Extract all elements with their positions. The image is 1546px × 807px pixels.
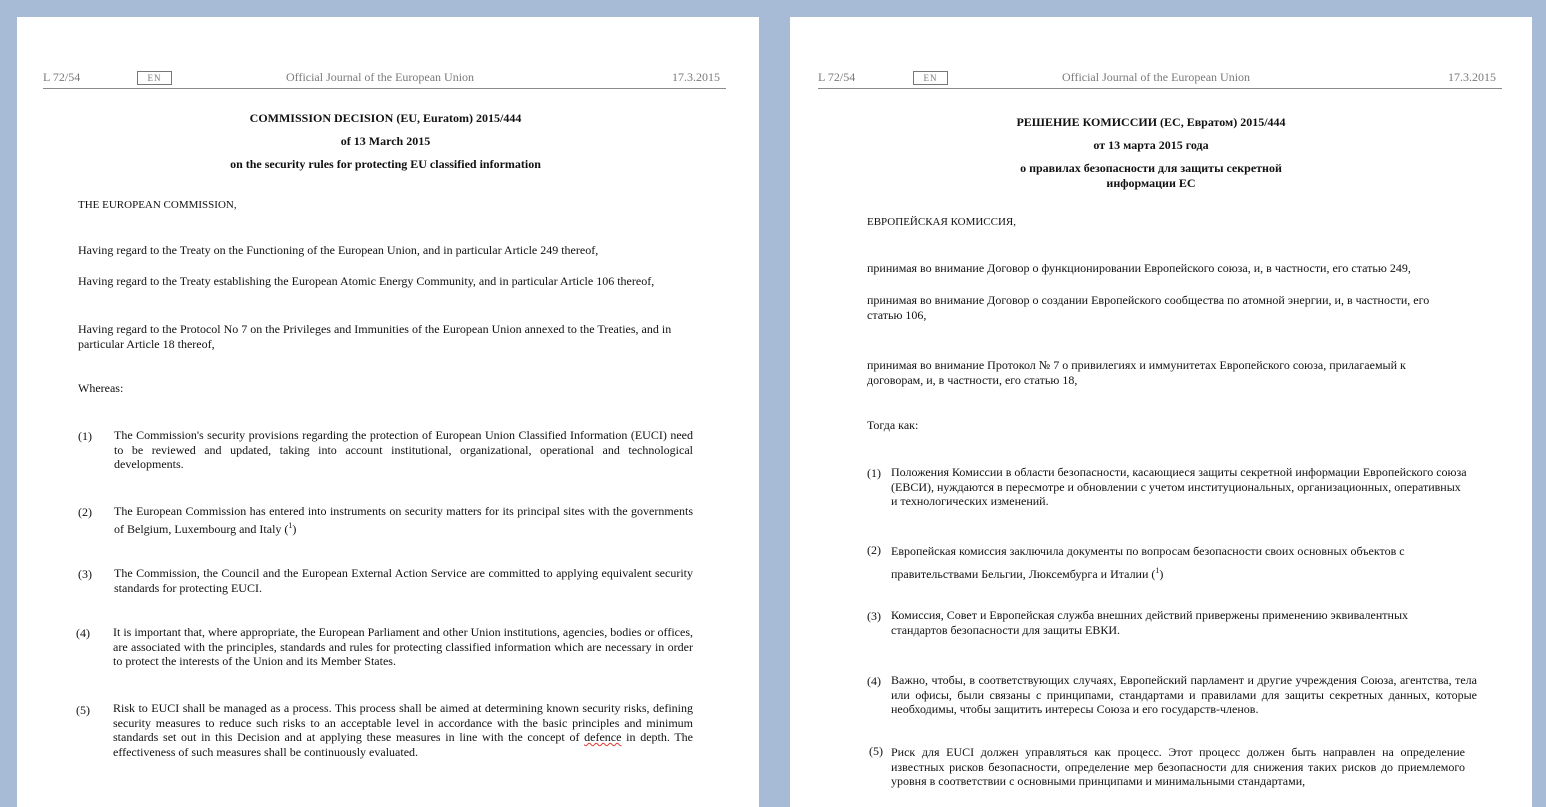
language-badge: EN	[913, 71, 948, 85]
decision-date: от 13 марта 2015 года	[1093, 138, 1209, 152]
journal-date: 17.3.2015	[1448, 70, 1496, 84]
footnote-reference[interactable]: 1	[288, 520, 293, 530]
recital-text: Комиссия, Совет и Европейская служба внешних действий привержены применению эквивалентных стандартов безопасности для защиты ЕВКИ.	[891, 608, 1409, 637]
recital-text-body: Европейская комиссия заключила документы по вопросам безопасности своих основных объектов с правительствами Бельгии, Люксембурга и Италии (	[891, 544, 1405, 581]
having-regard-item: принимая во внимание Протокол № 7 о привилегиях и иммунитетах Европейского союза, прилагаемый к договорам, и, в частности, его статью 18,	[867, 358, 1406, 387]
commission-heading: THE EUROPEAN COMMISSION,	[78, 199, 237, 211]
whereas-heading: Тогда как:	[867, 418, 919, 432]
having-regard-item: принимая во внимание Договор о функционировании Европейского союза, и, в частности, его статью 249,	[867, 261, 1411, 275]
recital-number: (5)	[869, 744, 883, 758]
language-badge: EN	[137, 71, 172, 85]
recital-number: (4)	[76, 626, 90, 640]
decision-title: РЕШЕНИЕ КОМИССИИ (ЕС, Евратом) 2015/444	[1016, 115, 1286, 129]
recital-text-body: The European Commission has entered into instruments on security matters for its principal sites with the governments of Belgium, Luxembourg and Italy (	[114, 504, 693, 536]
journal-reference: L 72/54	[43, 70, 81, 84]
recital-text	[114, 504, 693, 536]
journal-name: Official Journal of the European Union	[286, 70, 475, 84]
recital-text: Положения Комиссии в области безопасности, касающиеся защиты секретной информации Европейского союза (ЕВСИ), нуждаются в пересмотре и обновлении с учетом институциональных, организационных, оперативных и технологических изменений.	[891, 465, 1467, 508]
recital-text-tail: )	[292, 521, 297, 536]
decision-subject: о правилах безопасности для защиты секретной	[1020, 161, 1282, 175]
recital-text-body: Risk to EUCI shall be managed as a process. This process shall be aimed at determining known security risks, defining security measures to reduce such risks to an acceptable level in accordance with the basic principles and minimum standards set out in this Decision and at applying these measures in line with the concept of	[113, 701, 693, 744]
journal-reference: L 72/54	[818, 70, 856, 84]
recital-text: Важно, чтобы, в соответствующих случаях, Европейский парламент и другие учреждения Союза, агентства, тела или офисы, были связаны с принципами, стандартами и правилами для защиты секретных данных, которые необходимы, чтобы защитить интересы Союза и его государств-членов.	[891, 673, 1477, 716]
recital-number: (1)	[78, 429, 92, 443]
journal-name: Official Journal of the European Union	[1062, 70, 1251, 84]
recital-number: (3)	[78, 567, 92, 581]
recital-number: (2)	[78, 505, 92, 519]
recital-text	[113, 701, 693, 759]
recital-text: Риск для EUCI должен управляться как процесс. Этот процесс должен быть направлен на определение известных рисков безопасности, определение мер безопасности для снижения таких рисков до приемлемого уровня в соответствии с основными принципами и минимальными стандартами,	[891, 745, 1465, 788]
header-rule	[43, 88, 726, 89]
recital-number: (4)	[867, 674, 881, 688]
recital-number: (5)	[76, 703, 90, 717]
decision-title: COMMISSION DECISION (EU, Euratom) 2015/444	[249, 111, 522, 125]
document-page-russian	[790, 17, 1532, 807]
recital-number: (2)	[867, 543, 881, 557]
having-regard-item: принимая во внимание Договор о создании Европейского сообщества по атомной энергии, и, в частности, его статью 106,	[867, 293, 1430, 322]
whereas-heading: Whereas:	[78, 381, 124, 395]
recital-text-tail: in depth. The effectiveness of such measures shall be continuously evaluated.	[113, 730, 694, 759]
journal-date: 17.3.2015	[672, 70, 720, 84]
spellcheck-flagged-word[interactable]: defence	[584, 730, 622, 744]
recital-number: (3)	[867, 609, 881, 623]
recital-text	[891, 542, 1451, 584]
having-regard-item: Having regard to the Treaty establishing the European Atomic Energy Community, and in particular Article 106 thereof,	[78, 274, 655, 288]
footnote-reference[interactable]: 1	[1155, 566, 1160, 575]
recital-text-tail: )	[1159, 567, 1164, 581]
header-rule	[818, 88, 1502, 89]
recital-text: It is important that, where appropriate, the European Parliament and other Union institutions, agencies, bodies or offices, are associated with the principles, standards and rules for protecting classified information which are necessary in order to protect the interests of the Union and its Member States.	[113, 625, 693, 668]
document-page-english	[17, 17, 759, 807]
having-regard-item: Having regard to the Treaty on the Functioning of the European Union, and in particular Article 249 thereof,	[78, 243, 599, 257]
commission-heading: ЕВРОПЕЙСКАЯ КОМИССИЯ,	[867, 216, 1016, 228]
recital-text: The Commission's security provisions regarding the protection of European Union Classified Information (EUCI) need to be reviewed and updated, taking into account institutional, organizational, operational and technological developments.	[114, 428, 693, 471]
decision-date: of 13 March 2015	[340, 134, 431, 148]
having-regard-item: Having regard to the Protocol No 7 on the Privileges and Immunities of the European Union annexed to the Treaties, and in particular Article 18 thereof,	[78, 322, 672, 351]
recital-number: (1)	[867, 466, 881, 480]
decision-subject: on the security rules for protecting EU classified information	[230, 157, 541, 171]
decision-subject-continued: информации ЕС	[1106, 176, 1196, 190]
recital-text: The Commission, the Council and the European External Action Service are committed to applying equivalent security standards for protecting EUCI.	[114, 566, 693, 595]
